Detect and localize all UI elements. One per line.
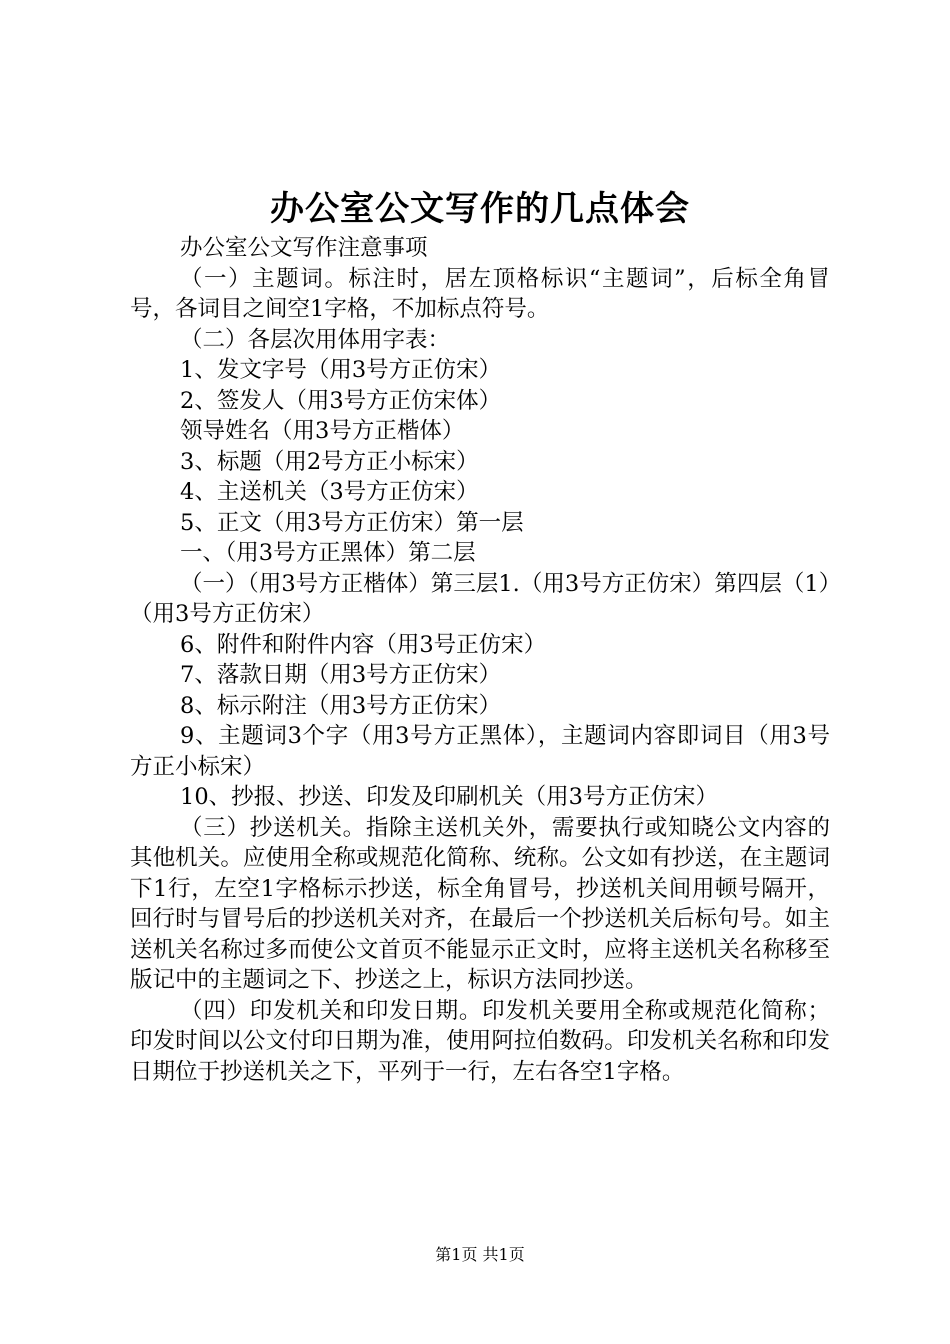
paragraph: 领导姓名（用3号方正楷体） bbox=[180, 418, 465, 444]
document-title: 办公室公文写作的几点体会 bbox=[270, 189, 690, 229]
paragraph: 2、签发人（用3号方正仿宋体） bbox=[180, 387, 502, 414]
paragraph: 一、（用3号方正黑体）第二层 bbox=[180, 540, 476, 566]
paragraph: 8、标示附注（用3号方正仿宋） bbox=[180, 692, 502, 719]
page-footer: 第1页 共1页 bbox=[435, 1245, 525, 1264]
paragraph: 9、主题词3个字（用3号方正黑体），主题词内容即词目（用3号方正小标宋） bbox=[130, 723, 830, 780]
paragraph: （一）主题词。标注时，居左顶格标识“主题词”，后标全角冒号，各词目之间空1字格，不加标点符号。 bbox=[130, 265, 830, 322]
paragraph: （三）抄送机关。指除主送机关外，需要执行或知晓公文内容的其他机关。应使用全称或规范化简称、统称。公文如有抄送，在主题词下1行，左空1字格标示抄送，标全角冒号，抄送机关间用顿号隔开，回行时与冒号后的抄送机关对齐，在最后一个抄送机关后标句号。如主送机关名称过多而使公文首页不能显示正文时，应将主送机关名称移至版记中的主题词之下、抄送之上，标识方法同抄送。 bbox=[130, 814, 830, 993]
paragraph: （四）印发机关和印发日期。印发机关要用全称或规范化简称；印发时间以公文付印日期为准，使用阿拉伯数码。印发机关名称和印发日期位于抄送机关之下，平列于一行，左右各空1字格。 bbox=[130, 997, 830, 1085]
paragraph: 办公室公文写作注意事项 bbox=[180, 235, 428, 261]
paragraph: 6、附件和附件内容（用3号正仿宋） bbox=[180, 631, 547, 658]
paragraph: 3、标题（用2号方正小标宋） bbox=[180, 448, 479, 475]
document-body bbox=[130, 233, 830, 1087]
paragraph: 1、发文字号（用3号方正仿宋） bbox=[180, 357, 502, 383]
paragraph: （二）各层次用体用字表： bbox=[180, 326, 451, 353]
paragraph: 10、抄报、抄送、印发及印刷机关（用3号方正仿宋） bbox=[180, 784, 718, 810]
paragraph: 7、落款日期（用3号方正仿宋） bbox=[180, 662, 502, 688]
paragraph: （一）（用3号方正楷体）第三层1.（用3号方正仿宋）第四层（1）（用3号方正仿宋） bbox=[130, 570, 830, 627]
document-page bbox=[130, 0, 830, 1344]
paragraph: 4、主送机关（3号方正仿宋） bbox=[180, 479, 479, 505]
paragraph: 5、正文（用3号方正仿宋）第一层 bbox=[180, 509, 524, 536]
